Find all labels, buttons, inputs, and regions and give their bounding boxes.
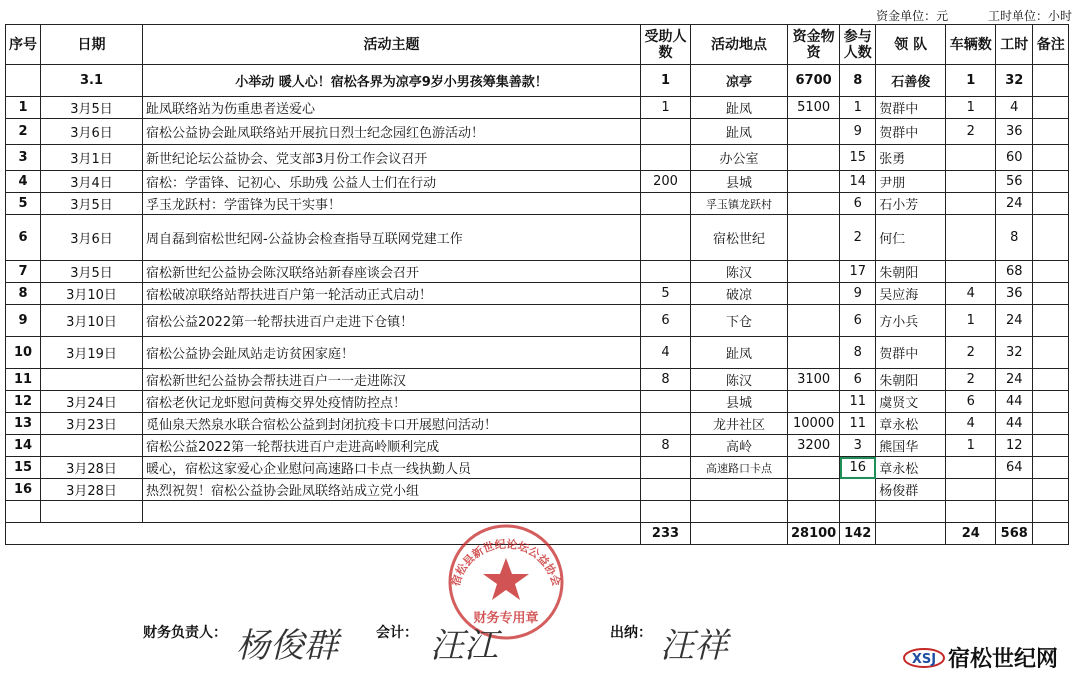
cell-remarks[interactable] xyxy=(1033,193,1069,215)
cell-hours[interactable]: 4 xyxy=(996,97,1033,119)
cell-hours[interactable]: 12 xyxy=(996,435,1033,457)
total-leader-blank[interactable] xyxy=(876,523,946,545)
cell-date[interactable]: 3月24日 xyxy=(41,391,143,413)
cell-leader[interactable]: 章永松 xyxy=(876,413,946,435)
table-row xyxy=(6,305,1069,337)
cell-beneficiaries[interactable] xyxy=(641,261,691,283)
cell-participants[interactable]: 11 xyxy=(840,413,876,435)
cell-hours[interactable]: 56 xyxy=(996,171,1033,193)
cell-beneficiaries[interactable]: 200 xyxy=(641,171,691,193)
table-row xyxy=(6,145,1069,171)
cell-theme[interactable]: 觅仙泉天然泉水联合宿松公益到封闭抗疫卡口开展慰问活动！ xyxy=(143,413,641,435)
cell-beneficiaries[interactable] xyxy=(641,119,691,145)
cell-funds[interactable] xyxy=(788,193,840,215)
cell-participants[interactable]: 17 xyxy=(840,261,876,283)
table-row xyxy=(6,97,1069,119)
cell-vehicles[interactable] xyxy=(946,215,996,261)
table-row-highlight xyxy=(6,65,1069,97)
cell-date[interactable]: 3月6日 xyxy=(41,215,143,261)
cell-funds[interactable] xyxy=(788,283,840,305)
cell-date[interactable]: 3.1 xyxy=(41,65,143,97)
cell-remarks[interactable] xyxy=(1033,413,1069,435)
cell-vehicles[interactable]: 2 xyxy=(946,119,996,145)
cell-remarks[interactable] xyxy=(1033,65,1069,97)
cell-location[interactable] xyxy=(691,479,788,501)
cell-theme[interactable]: 宿松公益协会趾凤联络站开展抗日烈士纪念园红色游活动！ xyxy=(143,119,641,145)
cell-leader[interactable]: 贺群中 xyxy=(876,119,946,145)
cashier-signature xyxy=(610,622,652,662)
cell-funds[interactable] xyxy=(788,171,840,193)
cell-vehicles[interactable] xyxy=(946,457,996,479)
cell-theme[interactable]: 宿松公益2022第一轮帮扶进百户走进下仓镇！ xyxy=(143,305,641,337)
cell-beneficiaries[interactable]: 5 xyxy=(641,283,691,305)
cell-vehicles[interactable] xyxy=(946,171,996,193)
cell-leader[interactable]: 石小芳 xyxy=(876,193,946,215)
stamp-text: 宿松县新世纪论坛公益协会 xyxy=(449,537,563,588)
cell-vehicles[interactable]: 2 xyxy=(946,337,996,369)
cell-date[interactable]: 3月23日 xyxy=(41,413,143,435)
table-row xyxy=(6,435,1069,457)
cell-participants[interactable]: 6 xyxy=(840,193,876,215)
cell-participants[interactable]: 6 xyxy=(840,369,876,391)
cell-location[interactable]: 凉亭 xyxy=(691,65,788,97)
cell-theme[interactable]: 宿松新世纪公益协会帮扶进百户一一走进陈汉 xyxy=(143,369,641,391)
cell-seq[interactable]: 10 xyxy=(6,337,41,369)
cell-hours[interactable]: 44 xyxy=(996,413,1033,435)
cell-hours[interactable]: 60 xyxy=(996,145,1033,171)
cell-theme[interactable]: 趾凤联络站为伤重患者送爱心 xyxy=(143,97,641,119)
cell-leader[interactable]: 章永松 xyxy=(876,457,946,479)
logo-name: 宿松世纪网 xyxy=(948,647,1059,672)
cell-participants[interactable]: 1 xyxy=(840,97,876,119)
cell-funds[interactable]: 3100 xyxy=(788,369,840,391)
cell-participants[interactable]: 14 xyxy=(840,171,876,193)
cell-date[interactable]: 3月4日 xyxy=(41,171,143,193)
cell-participants[interactable]: 9 xyxy=(840,283,876,305)
cell-funds[interactable]: 6700 xyxy=(788,65,840,97)
data-rows xyxy=(6,97,1069,501)
cell-location[interactable]: 宿松世纪 xyxy=(691,215,788,261)
cell-seq[interactable]: 7 xyxy=(6,261,41,283)
stamp-star-icon xyxy=(483,558,529,600)
total-vehicles[interactable]: 24 xyxy=(946,523,996,545)
total-location-blank[interactable] xyxy=(691,523,788,545)
cell-seq[interactable]: 8 xyxy=(6,283,41,305)
cell-participants[interactable]: 2 xyxy=(840,215,876,261)
cell-vehicles[interactable]: 1 xyxy=(946,65,996,97)
cell-beneficiaries[interactable]: 1 xyxy=(641,97,691,119)
cell-date[interactable] xyxy=(41,435,143,457)
cell-funds[interactable] xyxy=(788,215,840,261)
header-funds[interactable]: 资金物资 xyxy=(788,25,840,65)
cell-remarks[interactable] xyxy=(1033,215,1069,261)
cell-theme[interactable]: 小举动 暖人心！宿松各界为凉亭9岁小男孩筹集善款！ xyxy=(143,65,641,97)
cell-location[interactable]: 趾凤 xyxy=(691,119,788,145)
cell-leader[interactable]: 朱朝阳 xyxy=(876,261,946,283)
cell-beneficiaries[interactable] xyxy=(641,145,691,171)
finance-head-signature xyxy=(143,622,227,662)
cell-leader[interactable]: 贺群中 xyxy=(876,337,946,369)
table-row xyxy=(6,479,1069,501)
cell-hours[interactable]: 64 xyxy=(996,457,1033,479)
cell-location[interactable]: 破凉 xyxy=(691,283,788,305)
finance-head-label: 财务负责人： xyxy=(143,625,227,641)
cell-beneficiaries[interactable]: 4 xyxy=(641,337,691,369)
cell-remarks[interactable] xyxy=(1033,435,1069,457)
cell-location[interactable]: 孚玉镇龙跃村 xyxy=(691,193,788,215)
cell-location[interactable]: 趾凤 xyxy=(691,337,788,369)
cell-date[interactable]: 3月6日 xyxy=(41,119,143,145)
cell-theme[interactable]: 孚玉龙跃村：学雷锋为民干实事！ xyxy=(143,193,641,215)
table-row xyxy=(6,369,1069,391)
cell-seq[interactable]: 13 xyxy=(6,413,41,435)
cell-date[interactable]: 3月5日 xyxy=(41,261,143,283)
header-participants[interactable]: 参与人数 xyxy=(840,25,876,65)
table-row xyxy=(6,283,1069,305)
cell-seq[interactable]: 3 xyxy=(6,145,41,171)
cell-hours[interactable]: 8 xyxy=(996,215,1033,261)
cell-beneficiaries[interactable] xyxy=(641,413,691,435)
cell-participants[interactable]: 11 xyxy=(840,391,876,413)
header-location[interactable]: 活动地点 xyxy=(691,25,788,65)
cell-leader[interactable]: 石善俊 xyxy=(876,65,946,97)
cashier-name: 汪祥 xyxy=(660,626,728,666)
cell-participants[interactable]: 8 xyxy=(840,337,876,369)
cell-seq[interactable]: 4 xyxy=(6,171,41,193)
table-row xyxy=(6,261,1069,283)
logo-mark-icon xyxy=(902,642,946,672)
cell-leader[interactable]: 虞贤文 xyxy=(876,391,946,413)
cell-funds[interactable] xyxy=(788,145,840,171)
cell-remarks[interactable] xyxy=(1033,283,1069,305)
table-row xyxy=(6,337,1069,369)
cell-seq[interactable]: 14 xyxy=(6,435,41,457)
finance-head-name: 杨俊群 xyxy=(236,626,338,666)
cell-location[interactable]: 高速路口卡点 xyxy=(691,457,788,479)
site-logo xyxy=(902,640,1072,672)
cell-leader[interactable]: 吴应海 xyxy=(876,283,946,305)
total-participants[interactable]: 142 xyxy=(840,523,876,545)
cell-hours[interactable]: 32 xyxy=(996,65,1033,97)
activity-table xyxy=(5,24,1069,545)
stamp-bottom-text: 财务专用章 xyxy=(473,611,539,626)
cell-date[interactable]: 3月1日 xyxy=(41,145,143,171)
cell-seq[interactable]: 5 xyxy=(6,193,41,215)
cell-theme[interactable]: 宿松破凉联络站帮扶进百户第一轮活动正式启动！ xyxy=(143,283,641,305)
cell-theme[interactable]: 宿松：学雷锋、记初心、乐助残 公益人士们在行动 xyxy=(143,171,641,193)
cell-vehicles[interactable]: 4 xyxy=(946,283,996,305)
cell-funds[interactable]: 10000 xyxy=(788,413,840,435)
cell-date[interactable]: 3月10日 xyxy=(41,305,143,337)
cell-funds[interactable]: 5100 xyxy=(788,97,840,119)
cell-remarks[interactable] xyxy=(1033,479,1069,501)
table-row xyxy=(6,119,1069,145)
cell-beneficiaries[interactable] xyxy=(641,391,691,413)
units-line xyxy=(840,7,1072,24)
table-row xyxy=(6,193,1069,215)
header-beneficiaries[interactable]: 受助人数 xyxy=(641,25,691,65)
header-row xyxy=(6,25,1069,65)
cell-participants[interactable]: 8 xyxy=(840,65,876,97)
total-remarks-blank[interactable] xyxy=(1033,523,1069,545)
cell-vehicles[interactable]: 1 xyxy=(946,97,996,119)
table-row xyxy=(6,171,1069,193)
cell-leader[interactable]: 尹朋 xyxy=(876,171,946,193)
table-row xyxy=(6,391,1069,413)
accountant-signature xyxy=(376,622,418,662)
cell-date[interactable] xyxy=(41,369,143,391)
cell-location[interactable]: 县城 xyxy=(691,171,788,193)
cell-participants[interactable]: 6 xyxy=(840,305,876,337)
cell-location[interactable]: 陈汉 xyxy=(691,369,788,391)
cell-seq[interactable] xyxy=(6,65,41,97)
cell-beneficiaries[interactable]: 6 xyxy=(641,305,691,337)
cell-leader[interactable]: 张勇 xyxy=(876,145,946,171)
cell-hours[interactable] xyxy=(996,479,1033,501)
cell-hours[interactable]: 32 xyxy=(996,337,1033,369)
header-remarks[interactable]: 备注 xyxy=(1033,25,1069,65)
cell-remarks[interactable] xyxy=(1033,261,1069,283)
cell-theme[interactable]: 宿松新世纪公益协会陈汉联络站新春座谈会召开 xyxy=(143,261,641,283)
cell-vehicles[interactable]: 1 xyxy=(946,305,996,337)
cell-funds[interactable] xyxy=(788,479,840,501)
cell-leader[interactable]: 何仁 xyxy=(876,215,946,261)
cell-leader[interactable]: 杨俊群 xyxy=(876,479,946,501)
cell-location[interactable]: 龙井社区 xyxy=(691,413,788,435)
header-theme[interactable]: 活动主题 xyxy=(143,25,641,65)
cashier-label: 出纳： xyxy=(610,625,652,641)
cell-beneficiaries[interactable]: 8 xyxy=(641,435,691,457)
cell-theme[interactable]: 新世纪论坛公益协会、党支部3月份工作会议召开 xyxy=(143,145,641,171)
cell-leader[interactable]: 熊国华 xyxy=(876,435,946,457)
cell-funds[interactable] xyxy=(788,305,840,337)
cell-date[interactable]: 3月19日 xyxy=(41,337,143,369)
table-row xyxy=(6,215,1069,261)
cell-remarks[interactable] xyxy=(1033,391,1069,413)
cell-seq[interactable]: 11 xyxy=(6,369,41,391)
cell-vehicles[interactable]: 4 xyxy=(946,413,996,435)
cell-beneficiaries[interactable] xyxy=(641,193,691,215)
cell-vehicles[interactable] xyxy=(946,479,996,501)
cell-remarks[interactable] xyxy=(1033,97,1069,119)
cell-hours[interactable]: 36 xyxy=(996,119,1033,145)
cell-location[interactable]: 下仓 xyxy=(691,305,788,337)
header-vehicles[interactable]: 车辆数 xyxy=(946,25,996,65)
cell-seq[interactable]: 12 xyxy=(6,391,41,413)
cell-location[interactable]: 县城 xyxy=(691,391,788,413)
hour-unit: 工时单位：小时 xyxy=(987,9,1072,23)
accountant-name: 汪江 xyxy=(430,626,498,666)
cell-theme[interactable]: 暖心，宿松这家爱心企业慰问高速路口卡点一线执勤人员 xyxy=(143,457,641,479)
cell-vehicles[interactable]: 2 xyxy=(946,369,996,391)
table-row xyxy=(6,457,1069,479)
cell-funds[interactable]: 3200 xyxy=(788,435,840,457)
cell-participants[interactable]: 3 xyxy=(840,435,876,457)
cell-participants[interactable] xyxy=(840,479,876,501)
cell-hours[interactable]: 68 xyxy=(996,261,1033,283)
cell-funds[interactable] xyxy=(788,457,840,479)
cell-participants[interactable]: 16 xyxy=(840,457,876,479)
header-leader[interactable]: 领 队 xyxy=(876,25,946,65)
total-beneficiaries[interactable]: 233 xyxy=(641,523,691,545)
cell-remarks[interactable] xyxy=(1033,305,1069,337)
header-seq[interactable]: 序号 xyxy=(6,25,41,65)
total-hours[interactable]: 568 xyxy=(996,523,1033,545)
cell-location[interactable]: 陈汉 xyxy=(691,261,788,283)
cell-funds[interactable] xyxy=(788,337,840,369)
cell-seq[interactable]: 1 xyxy=(6,97,41,119)
cell-seq[interactable]: 16 xyxy=(6,479,41,501)
cell-hours[interactable]: 24 xyxy=(996,369,1033,391)
cell-date[interactable]: 3月28日 xyxy=(41,479,143,501)
header-date[interactable]: 日期 xyxy=(41,25,143,65)
cell-participants[interactable]: 15 xyxy=(840,145,876,171)
cell-location[interactable]: 办公室 xyxy=(691,145,788,171)
header-hours[interactable]: 工时 xyxy=(996,25,1033,65)
cell-theme[interactable]: 周自磊到宿松世纪网-公益协会检查指导互联网党建工作 xyxy=(143,215,641,261)
cell-beneficiaries[interactable]: 8 xyxy=(641,369,691,391)
cell-beneficiaries[interactable] xyxy=(641,479,691,501)
cell-seq[interactable]: 15 xyxy=(6,457,41,479)
cell-theme[interactable]: 宿松公益协会趾凤站走访贫困家庭！ xyxy=(143,337,641,369)
cell-theme[interactable]: 宿松老伙记龙虾慰问黄梅交界处疫情防控点！ xyxy=(143,391,641,413)
cell-theme[interactable]: 热烈祝贺！宿松公益协会趾凤联络站成立党小组 xyxy=(143,479,641,501)
cell-date[interactable]: 3月5日 xyxy=(41,97,143,119)
cell-vehicles[interactable] xyxy=(946,145,996,171)
total-funds[interactable]: 28100 xyxy=(788,523,840,545)
cell-beneficiaries[interactable] xyxy=(641,215,691,261)
cell-leader[interactable]: 朱朝阳 xyxy=(876,369,946,391)
cell-hours[interactable]: 24 xyxy=(996,305,1033,337)
accountant-label: 会计： xyxy=(376,625,418,641)
cell-date[interactable]: 3月28日 xyxy=(41,457,143,479)
cell-funds[interactable] xyxy=(788,119,840,145)
table-row xyxy=(6,413,1069,435)
cell-vehicles[interactable] xyxy=(946,261,996,283)
cell-vehicles[interactable]: 1 xyxy=(946,435,996,457)
cell-hours[interactable]: 24 xyxy=(996,193,1033,215)
logo-mark-text: XSJ xyxy=(911,652,937,667)
cell-hours[interactable]: 44 xyxy=(996,391,1033,413)
cell-remarks[interactable] xyxy=(1033,369,1069,391)
cell-funds[interactable] xyxy=(788,261,840,283)
cell-location[interactable]: 趾凤 xyxy=(691,97,788,119)
cell-remarks[interactable] xyxy=(1033,145,1069,171)
cell-remarks[interactable] xyxy=(1033,119,1069,145)
fund-unit: 资金单位：元 xyxy=(876,9,949,23)
cell-date[interactable]: 3月5日 xyxy=(41,193,143,215)
cell-funds[interactable] xyxy=(788,391,840,413)
cell-date[interactable]: 3月10日 xyxy=(41,283,143,305)
cell-remarks[interactable] xyxy=(1033,457,1069,479)
cell-seq[interactable]: 9 xyxy=(6,305,41,337)
cell-theme[interactable]: 宿松公益2022第一轮帮扶进百户走进高岭顺利完成 xyxy=(143,435,641,457)
cell-participants[interactable]: 9 xyxy=(840,119,876,145)
cell-seq[interactable]: 2 xyxy=(6,119,41,145)
cell-remarks[interactable] xyxy=(1033,171,1069,193)
cell-vehicles[interactable]: 6 xyxy=(946,391,996,413)
cell-hours[interactable]: 36 xyxy=(996,283,1033,305)
cell-leader[interactable]: 方小兵 xyxy=(876,305,946,337)
cell-vehicles[interactable] xyxy=(946,193,996,215)
cell-beneficiaries[interactable] xyxy=(641,457,691,479)
cell-location[interactable]: 高岭 xyxy=(691,435,788,457)
cell-seq[interactable]: 6 xyxy=(6,215,41,261)
cell-beneficiaries[interactable]: 1 xyxy=(641,65,691,97)
cell-leader[interactable]: 贺群中 xyxy=(876,97,946,119)
cell-remarks[interactable] xyxy=(1033,337,1069,369)
